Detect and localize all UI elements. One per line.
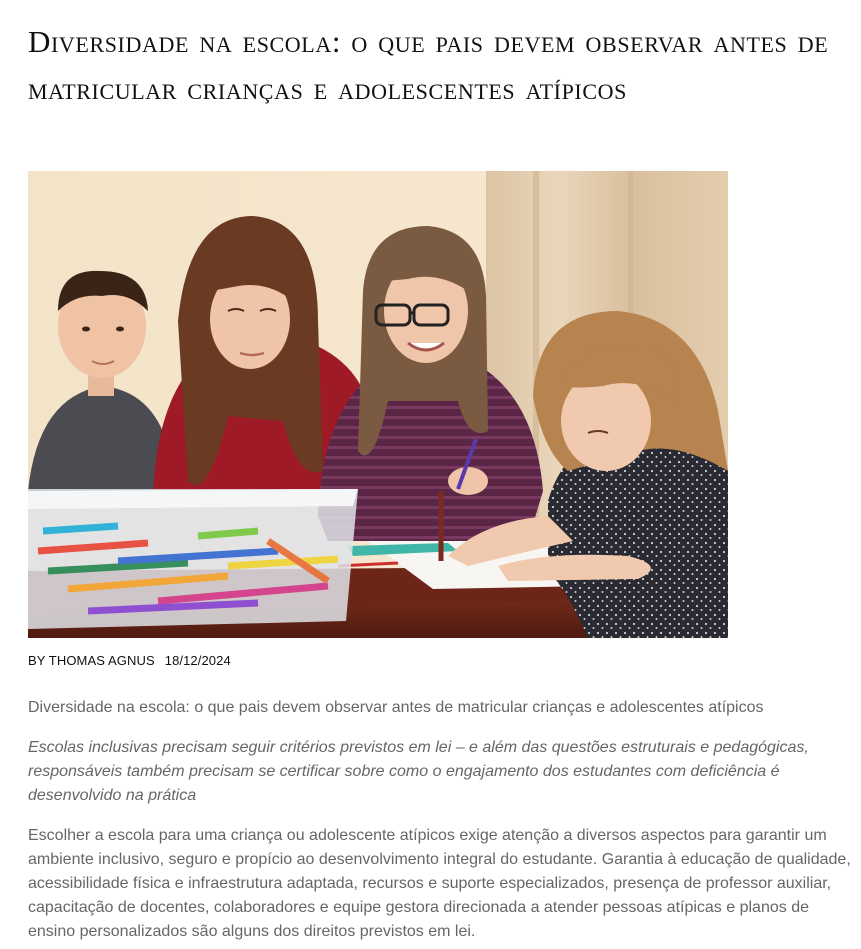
body-paragraph: Escolher a escola para uma criança ou adolescente atípicos exige atenção a diversos aspectos para garantir um ambiente inclusivo, seguro e propício ao desenvolvimento integral do estudante. Garantia à educação de qualidade, acessibilidade física e infraestrutura adaptada, recursos e suporte especializados, presença de professor auxiliar, capacitação de docentes, colaboradores e equipe gestora direcionada a atender pessoas atípicas e planos de ensino personalizados são alguns dos direitos previstos em lei. — [28, 827, 851, 940]
hero-image — [28, 171, 728, 638]
publish-date: 18/12/2024 — [164, 653, 231, 668]
author-name[interactable]: BY THOMAS AGNUS — [28, 653, 155, 668]
article-subtitle: Escolas inclusivas precisam seguir critérios previstos em lei – e além das questões estruturais e pedagógicas, responsáveis também precisam se certificar sobre como o engajamento dos estudantes com deficiência é desenvolvido na prática — [28, 739, 809, 804]
article-title: Diversidade na escola: o que pais devem observar antes de matricular crianças e adolescentes atípicos — [28, 24, 829, 106]
article — [28, 18, 858, 940]
byline — [28, 653, 231, 668]
lead-paragraph: Diversidade na escola: o que pais devem observar antes de matricular crianças e adolescentes atípicos — [28, 699, 764, 716]
